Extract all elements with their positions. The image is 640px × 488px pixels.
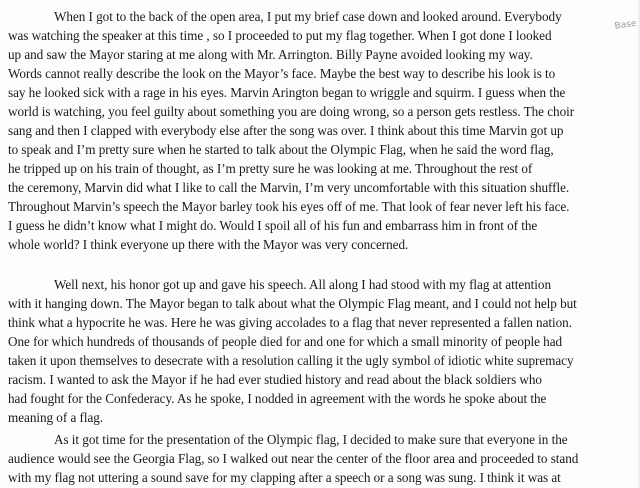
text-line: world is watching, you feel guilty about something you are doing wrong, so a person gets restless. The choir bbox=[8, 104, 575, 119]
text-line: to speak and I’m pretty sure when he started to talk about the Olympic Flag, when he said the word flag, bbox=[8, 142, 554, 157]
text-line: When I got to the back of the open area, I put my brief case down and looked around. Everybody bbox=[54, 9, 562, 24]
text-line: think what a hypocrite he was. Here he was giving accolades to a flag that never represented a fallen nation. bbox=[8, 315, 572, 330]
text-line: taken it upon themselves to desecrate with a resolution calling it the ugly symbol of idiotic white supremacy bbox=[8, 353, 574, 368]
text-line: with it hanging down. The Mayor began to talk about what the Olympic Flag meant, and I could not help but bbox=[8, 296, 577, 311]
text-line: with my flag not uttering a sound save for my clapping after a speech or a song was sung. I think it was at bbox=[8, 470, 561, 485]
text-line: One for which hundreds of thousands of people died for and one for which a small minority of people had bbox=[8, 334, 563, 349]
text-line: the ceremony, Marvin did what I like to call the Marvin, I’m very uncomfortable with this situation shuffle. bbox=[8, 180, 570, 195]
text-line: had fought for the Confederacy. As he spoke, I nodded in agreement with the words he spoke about the bbox=[8, 391, 547, 406]
text-line: up and saw the Mayor staring at me along with Mr. Arrington. Billy Payne avoided looking my way. bbox=[8, 47, 533, 62]
margin-annotation: Base bbox=[614, 18, 638, 32]
text-line: say he looked sick with a rage in his eyes. Marvin Arington began to wriggle and squirm. I guess when the bbox=[8, 85, 566, 100]
text-line: audience would see the Georgia Flag, so I walked out near the center of the floor area and proceeded to stand bbox=[8, 451, 579, 466]
text-line: Throughout Marvin’s speech the Mayor barley took his eyes off of me. That look of fear never left his face. bbox=[8, 199, 570, 214]
text-line: he tripped up on his train of thought, as I’m pretty sure he was looking at me. Throughout the rest of bbox=[8, 161, 533, 176]
text-line: whole world? I think everyone up there with the Mayor was very concerned. bbox=[8, 237, 409, 252]
text-line: was watching the speaker at this time , so I proceeded to put my flag together. When I got done I looked bbox=[8, 28, 552, 43]
text-line: meaning of a flag. bbox=[8, 410, 104, 425]
text-line: As it got time for the presentation of the Olympic flag, I decided to make sure that everyone in the bbox=[54, 432, 568, 447]
text-line: sang and then I clapped with everybody else after the song was over. I think about this time Marvin got up bbox=[8, 123, 564, 138]
text-line: Well next, his honor got up and gave his speech. All along I had stood with my flag at attention bbox=[54, 277, 552, 292]
text-line: racism. I wanted to ask the Mayor if he had ever studied history and read about the black soldiers who bbox=[8, 372, 542, 387]
text-line: Words cannot really describe the look on the Mayor’s face. Maybe the best way to describe his look is to bbox=[8, 66, 556, 81]
text-line: I guess he didn’t know what I might do. Would I spoil all of his fun and embarrass him in front of the bbox=[8, 218, 538, 233]
